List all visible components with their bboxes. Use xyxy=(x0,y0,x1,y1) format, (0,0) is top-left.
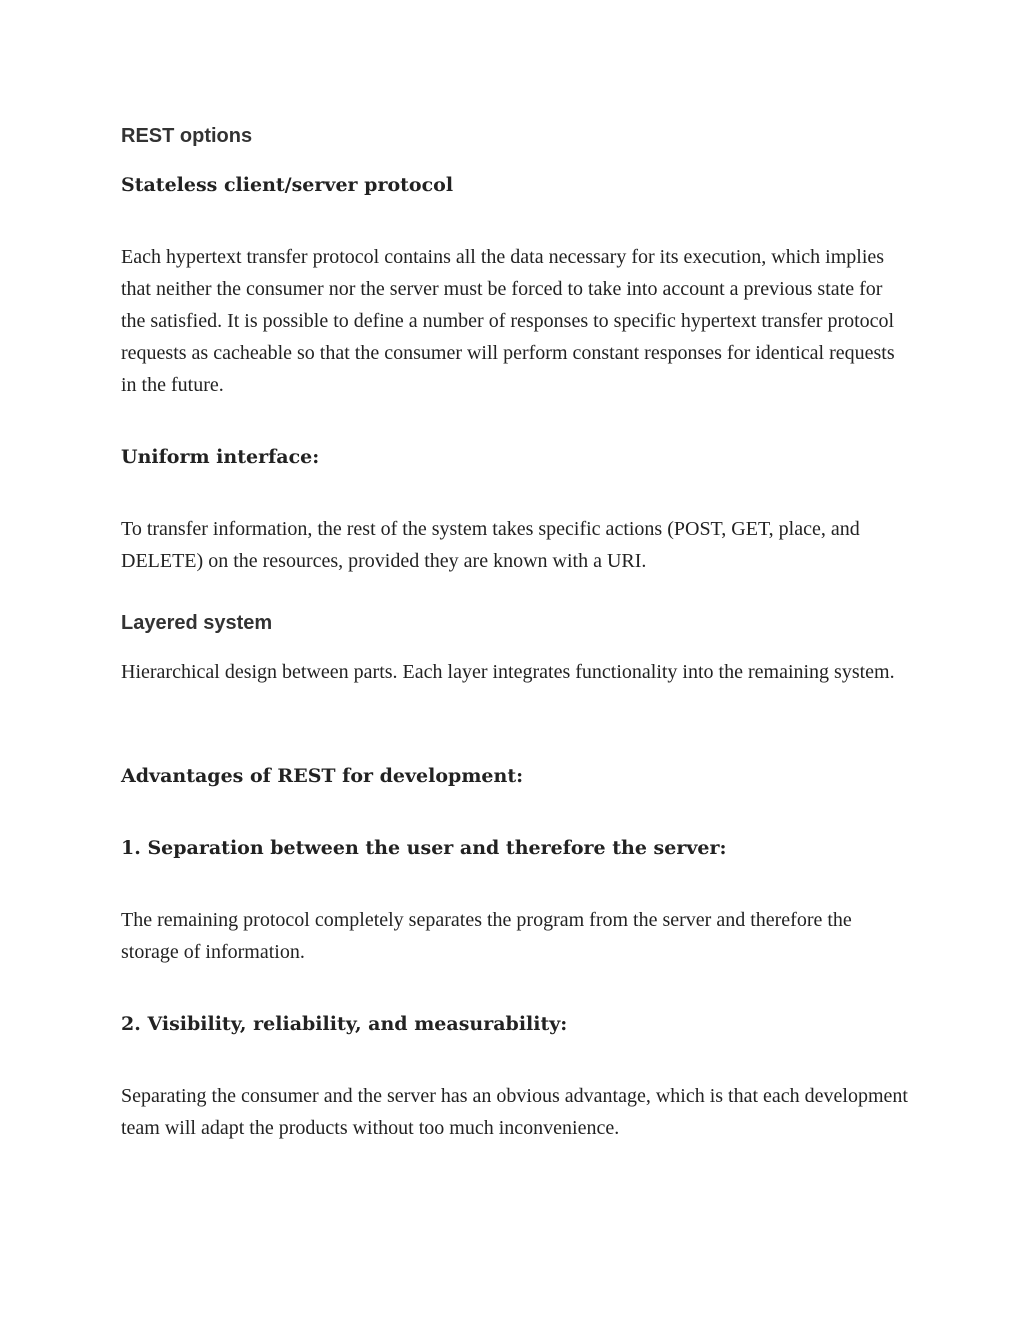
paragraph-layered-system: Hierarchical design between parts. Each layer integrates functionality into the remaining system. xyxy=(121,661,895,683)
paragraph-separation: The remaining protocol completely separates the program from the server and therefore the storage of information. xyxy=(121,909,852,963)
heading-stateless-protocol: Stateless client/server protocol xyxy=(121,174,454,196)
paragraph-stateless-protocol: Each hypertext transfer protocol contains all the data necessary for its execution, which implies that neither the consumer nor the server must be forced to take into account a previous state for the satisfied. It is possible to define a number of responses to specific hypertext transfer protocol requests as cacheable so that the consumer will perform constant responses for identical requests in the future. xyxy=(121,246,895,396)
heading-visibility: 2. Visibility, reliability, and measurability: xyxy=(121,1013,568,1035)
heading-layered-system: Layered system xyxy=(121,612,273,634)
heading-separation: 1. Separation between the user and therefore the server: xyxy=(121,837,727,859)
heading-rest-options: REST options xyxy=(121,125,253,147)
heading-advantages: Advantages of REST for development: xyxy=(121,765,524,787)
heading-uniform-interface: Uniform interface: xyxy=(121,446,320,468)
paragraph-uniform-interface: To transfer information, the rest of the system takes specific actions (POST, GET, place, and DELETE) on the resources, provided they are known with a URI. xyxy=(121,518,860,572)
paragraph-visibility: Separating the consumer and the server has an obvious advantage, which is that each development team will adapt the products without too much inconvenience. xyxy=(121,1085,908,1139)
